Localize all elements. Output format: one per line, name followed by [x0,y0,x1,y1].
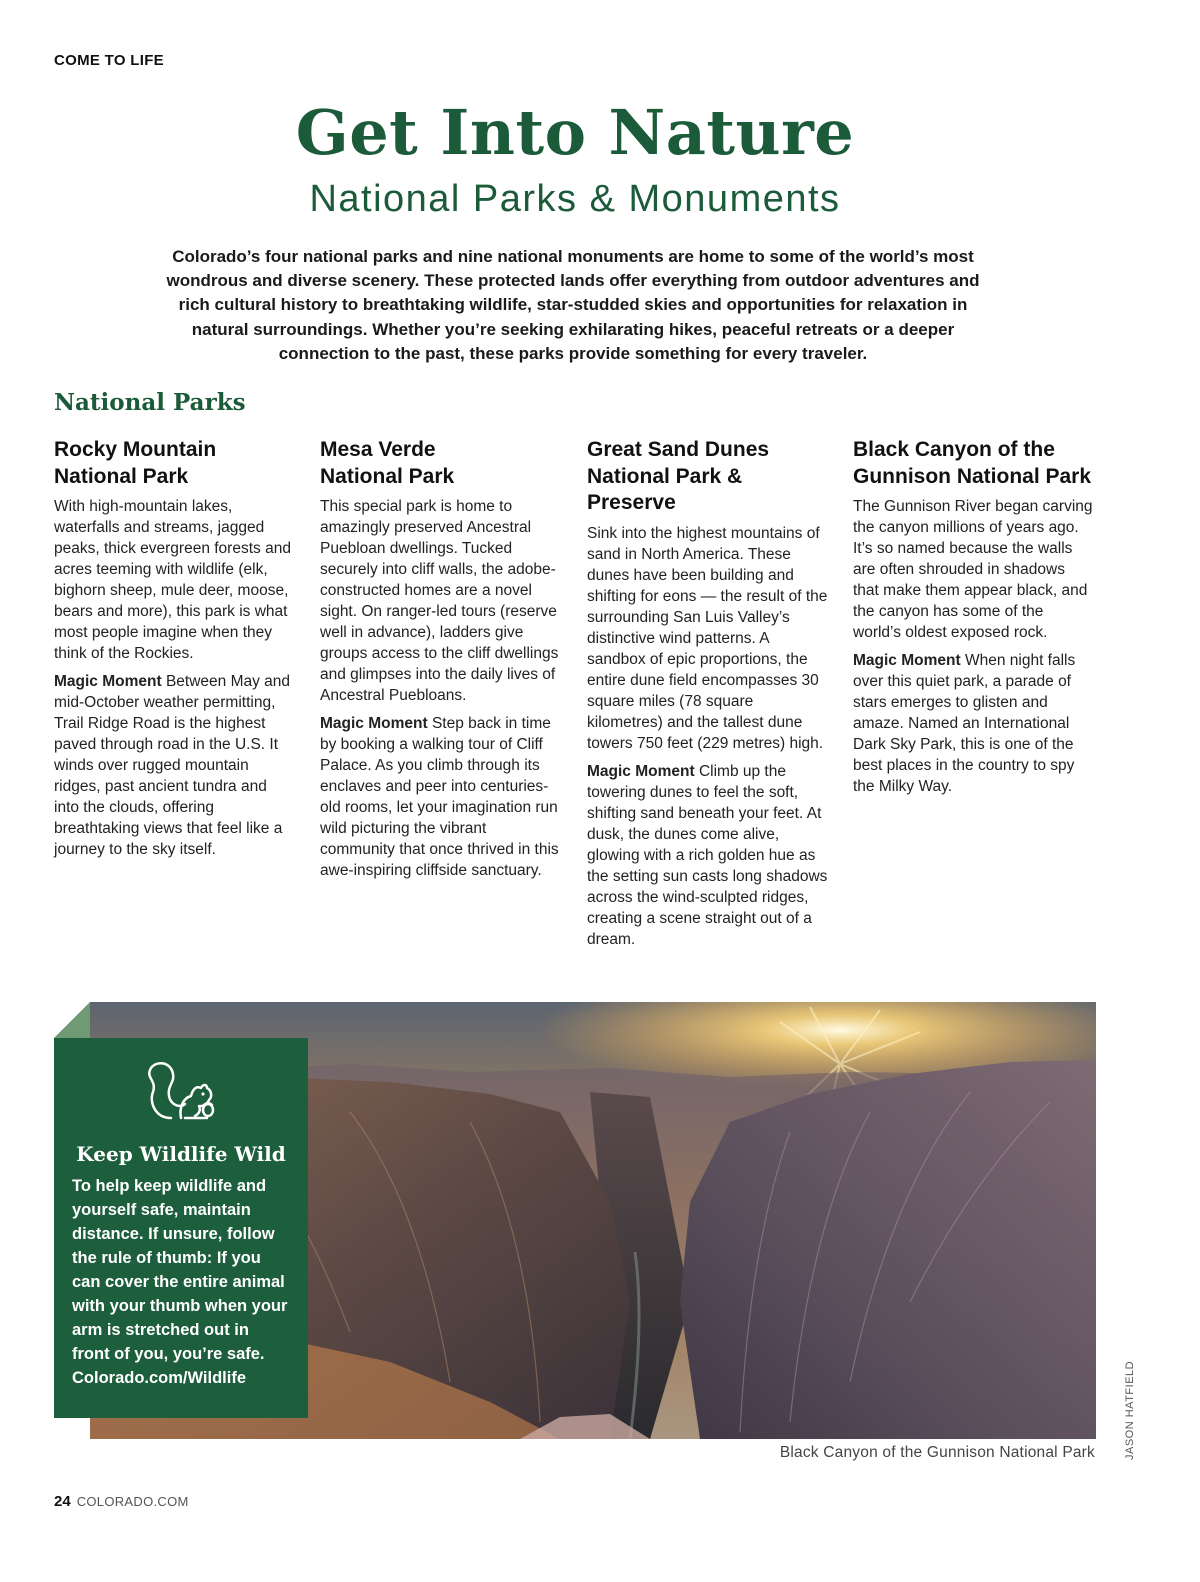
park-column-great-sand-dunes [587,437,829,957]
park-description: With high-mountain lakes, waterfalls and streams, jagged peaks, thick evergreen forests and acres teeming with wildlife (elk, bighorn sheep, mule deer, moose, bears and more), this park is what most people imagine when they think of the Rockies. [54,498,291,662]
magic-moment [853,650,1095,797]
keep-wildlife-wild-box [54,1038,308,1418]
park-description: Sink into the highest mountains of sand in North America. These dunes have been building and shifting for eons — the result of the surrounding San Luis Valley’s distinctive wind patterns. A sandbox of epic proportions, the entire dune field encompasses 30 square miles (78 square kilometres) and the tallest dune towers 750 feet (229 metres) high. [587,524,828,752]
magic-moment-text: Climb up the towering dunes to feel the soft, shifting sand beneath your feet. At dusk, the dunes come alive, glowing with a rich golden hue as the setting sun casts long shadows across the wind-sculpted ridges, creating a scene straight out of a dream. [587,762,828,948]
page-subtitle: National Parks & Monuments [309,178,841,220]
park-title [587,437,829,517]
magic-moment-text: Between May and mid-October weather permitting, Trail Ridge Road is the highest paved through road in the U.S. It winds over rugged mountain ridges, past ancient tundra and into the clouds, offering breathtaking views that feel like a journey to the sky itself. [54,673,291,858]
park-title [853,437,1095,490]
park-title [320,437,562,490]
photo-caption: Black Canyon of the Gunnison National Park [779,1444,1095,1461]
magic-moment-label: Magic Moment [54,673,162,690]
sidebar-body: To help keep wildlife and yourself safe, maintain distance. If unsure, follow the rule of thumb: If you can cover the entire animal with your thumb when your arm is stretched out in front of you, you’re safe. [72,1177,288,1363]
park-title-line: Gunnison National Park [853,464,1092,488]
park-title-line: National Park [320,464,455,488]
magic-moment-label: Magic Moment [587,762,695,780]
sidebar-title: Keep Wildlife Wild [76,1142,286,1166]
park-title-line: Great Sand Dunes [587,438,770,461]
intro-paragraph: Colorado’s four national parks and nine national monuments are home to some of the world’s most wondrous and diverse scenery. These protected lands offer everything from outdoor adventures and rich cultural history to breathtaking wildlife, star-studded skies and opportunities for relaxation in natural surroundings. Whether you’re seeking exhilarating hikes, peaceful retreats or a deeper connection to the past, these parks provide something for every traveler. [166,247,980,363]
park-column-mesa-verde [320,437,562,888]
page-title: Get Into Nature [295,96,855,169]
magic-moment [320,713,562,881]
magic-moment-label: Magic Moment [320,715,428,732]
park-title-line: Mesa Verde [320,438,436,461]
park-column-rocky-mountain [54,437,296,867]
section-title-national-parks: National Parks [54,389,246,416]
magic-moment [54,671,296,860]
page-footer [54,1493,189,1510]
page-number: 24 [54,1493,71,1510]
park-title-line: Black Canyon of the [853,438,1055,461]
park-column-black-canyon [853,437,1095,804]
park-title-line: Preserve [587,491,676,514]
park-title [54,437,296,490]
magic-moment-label: Magic Moment [853,652,961,669]
magic-moment-text: When night falls over this quiet park, a parade of stars emerges to glisten and amaze. Named an International Dark Sky Park, this is one of the best places in the country to spy the Milky Way. [853,652,1076,795]
park-title-line: National Park & [587,464,743,488]
footer-site: COLORADO.COM [76,1494,189,1509]
section-kicker: COME TO LIFE [54,52,164,69]
magic-moment [587,761,829,950]
sidebar-fold-corner [54,1002,90,1038]
park-description: The Gunnison River began carving the canyon millions of years ago. It’s so named because the walls are often shrouded in shadows that make them appear black, and the canyon has some of the world’s oldest exposed rock. [853,498,1093,641]
sidebar-text [72,1174,290,1390]
park-title-line: Rocky Mountain [54,438,217,461]
magic-moment-text: Step back in time by booking a walking tour of Cliff Palace. As you climb through its enclaves and peer into centuries-old rooms, let your imagination run wild picturing the vibrant community that once thrived in this awe-inspiring cliffside sanctuary. [320,715,559,879]
squirrel-icon [141,1052,221,1132]
park-title-line: National Park [54,464,189,488]
photo-credit: JASON HATFIELD [1124,1360,1136,1460]
wildlife-link[interactable]: Colorado.com/Wildlife [72,1369,247,1387]
park-description: This special park is home to amazingly preserved Ancestral Puebloan dwellings. Tucked securely into cliff walls, the adobe-constructed homes are a novel sight. On ranger-led tours (reserve well in advance), ladders give groups access to the cliff dwellings and glimpses into the daily lives of Ancestral Puebloans. [320,498,559,704]
